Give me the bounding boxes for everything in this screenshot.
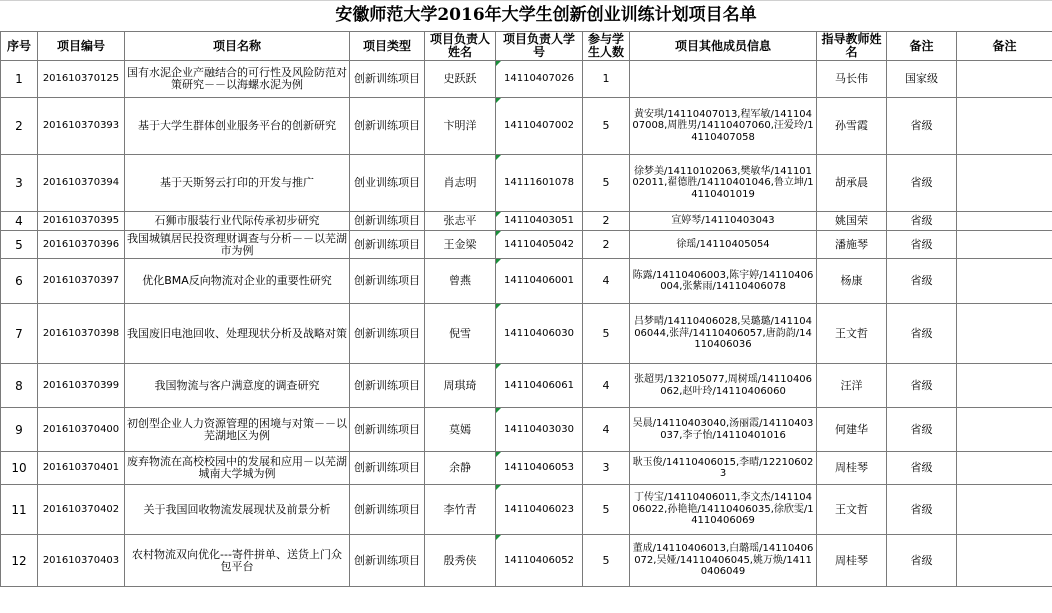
cell-code[interactable]: 201610370399 xyxy=(38,364,125,408)
cell-note-1[interactable]: 省级 xyxy=(887,155,957,212)
table-row xyxy=(1,408,1052,452)
cell-members[interactable]: 徐瑶/14110405054 xyxy=(630,231,817,259)
cell-code[interactable]: 201610370398 xyxy=(38,304,125,364)
cell-name[interactable]: 石狮市服装行业代际传承初步研究 xyxy=(125,212,350,231)
cell-leader[interactable]: 卞明洋 xyxy=(425,98,496,155)
cell-name[interactable]: 优化BMA反向物流对企业的重要性研究 xyxy=(125,259,350,304)
cell-note-1[interactable]: 国家级 xyxy=(887,61,957,98)
cell-name[interactable]: 基于大学生群体创业服务平台的创新研究 xyxy=(125,98,350,155)
cell-note-2[interactable] xyxy=(957,61,1052,98)
cell-members[interactable]: 吴晨/14110403040,汤丽霞/14110403037,李子怡/14110401016 xyxy=(630,408,817,452)
cell-count[interactable]: 5 xyxy=(583,535,630,587)
cell-leader[interactable]: 殷秀侠 xyxy=(425,535,496,587)
header-name[interactable]: 项目名称 xyxy=(125,32,350,61)
cell-advisor[interactable]: 王文哲 xyxy=(817,304,887,364)
header-seq[interactable]: 序号 xyxy=(1,32,38,61)
cell-members[interactable]: 耿玉俊/14110406015,李晴/122106023 xyxy=(630,452,817,485)
cell-advisor[interactable]: 杨康 xyxy=(817,259,887,304)
cell-code[interactable]: 201610370394 xyxy=(38,155,125,212)
cell-name[interactable]: 国有水泥企业产融结合的可行性及风险防范对策研究－－以海螺水泥为例 xyxy=(125,61,350,98)
cell-code[interactable]: 201610370403 xyxy=(38,535,125,587)
cell-leader-id[interactable]: 14110403051 xyxy=(496,212,583,231)
cell-members[interactable]: 黄安琪/14110407013,程军敏/14110407008,周胜男/14110407060,汪爱玲/14110407058 xyxy=(630,98,817,155)
cell-advisor[interactable]: 姚国荣 xyxy=(817,212,887,231)
cell-code[interactable]: 201610370125 xyxy=(38,61,125,98)
cell-count[interactable]: 5 xyxy=(583,485,630,535)
cell-code[interactable]: 201610370397 xyxy=(38,259,125,304)
cell-seq[interactable]: 6 xyxy=(1,259,38,304)
cell-note-2[interactable] xyxy=(957,364,1052,408)
cell-leader[interactable]: 王金梁 xyxy=(425,231,496,259)
cell-leader-id[interactable]: 14110407026 xyxy=(496,61,583,98)
cell-leader-id[interactable]: 14110406061 xyxy=(496,364,583,408)
cell-seq[interactable]: 9 xyxy=(1,408,38,452)
cell-advisor[interactable]: 孙雪霞 xyxy=(817,98,887,155)
cell-seq[interactable]: 12 xyxy=(1,535,38,587)
header-note-1[interactable]: 备注 xyxy=(887,32,957,61)
cell-members[interactable]: 陈露/14110406003,陈宇婷/14110406004,张紫雨/14110406078 xyxy=(630,259,817,304)
cell-leader[interactable]: 曾燕 xyxy=(425,259,496,304)
cell-code[interactable]: 201610370401 xyxy=(38,452,125,485)
header-leader[interactable]: 项目负责人姓名 xyxy=(425,32,496,61)
cell-note-2[interactable] xyxy=(957,231,1052,259)
cell-seq[interactable]: 4 xyxy=(1,212,38,231)
cell-members[interactable]: 董成/14110406013,白璐瑶/14110406072,吴娅/14110406045,姚万焕/14110406049 xyxy=(630,535,817,587)
cell-type[interactable]: 创新训练项目 xyxy=(350,364,425,408)
cell-note-2[interactable] xyxy=(957,408,1052,452)
header-type[interactable]: 项目类型 xyxy=(350,32,425,61)
cell-leader[interactable]: 余静 xyxy=(425,452,496,485)
cell-type[interactable]: 创新训练项目 xyxy=(350,408,425,452)
cell-leader[interactable]: 倪雪 xyxy=(425,304,496,364)
cell-leader[interactable]: 莫嫣 xyxy=(425,408,496,452)
cell-advisor[interactable]: 周桂琴 xyxy=(817,535,887,587)
cell-code[interactable]: 201610370393 xyxy=(38,98,125,155)
cell-name[interactable]: 我国物流与客户满意度的调查研究 xyxy=(125,364,350,408)
cell-note-1[interactable]: 省级 xyxy=(887,452,957,485)
cell-type[interactable]: 创新训练项目 xyxy=(350,535,425,587)
cell-seq[interactable]: 5 xyxy=(1,231,38,259)
table-row xyxy=(1,304,1052,364)
cell-advisor[interactable]: 马长伟 xyxy=(817,61,887,98)
table-row xyxy=(1,259,1052,304)
cell-members[interactable] xyxy=(630,61,817,98)
header-note-2[interactable]: 备注 xyxy=(957,32,1052,61)
table-row xyxy=(1,364,1052,408)
cell-seq[interactable]: 2 xyxy=(1,98,38,155)
cell-members[interactable]: 张超男/132105077,周树瑶/14110406062,赵叶玲/14110406060 xyxy=(630,364,817,408)
cell-seq[interactable]: 10 xyxy=(1,452,38,485)
cell-name[interactable]: 我国废旧电池回收、处理现状分析及战略对策 xyxy=(125,304,350,364)
cell-members[interactable]: 吕梦晴/14110406028,吴璐璐/14110406044,张萍/14110406057,唐韵韵/14110406036 xyxy=(630,304,817,364)
cell-count[interactable]: 5 xyxy=(583,155,630,212)
cell-note-2[interactable] xyxy=(957,535,1052,587)
cell-type[interactable]: 创新训练项目 xyxy=(350,212,425,231)
cell-note-1[interactable]: 省级 xyxy=(887,259,957,304)
cell-type[interactable]: 创新训练项目 xyxy=(350,304,425,364)
cell-name[interactable]: 基于天斯努云打印的开发与推广 xyxy=(125,155,350,212)
cell-leader-id[interactable]: 14110407002 xyxy=(496,98,583,155)
cell-type[interactable]: 创新训练项目 xyxy=(350,98,425,155)
cell-code[interactable]: 201610370402 xyxy=(38,485,125,535)
cell-advisor[interactable]: 周桂琴 xyxy=(817,452,887,485)
cell-count[interactable]: 3 xyxy=(583,452,630,485)
cell-name[interactable]: 初创型企业人力资源管理的困境与对策－－以芜湖地区为例 xyxy=(125,408,350,452)
cell-seq[interactable]: 1 xyxy=(1,61,38,98)
cell-note-2[interactable] xyxy=(957,452,1052,485)
cell-advisor[interactable]: 何建华 xyxy=(817,408,887,452)
header-advisor[interactable]: 指导教师姓名 xyxy=(817,32,887,61)
cell-seq[interactable]: 8 xyxy=(1,364,38,408)
cell-note-1[interactable]: 省级 xyxy=(887,408,957,452)
cell-note-2[interactable] xyxy=(957,259,1052,304)
cell-advisor[interactable]: 潘施琴 xyxy=(817,231,887,259)
cell-code[interactable]: 201610370395 xyxy=(38,212,125,231)
sheet-title[interactable]: 安徽师范大学2016年大学生创新创业训练计划项目名单 xyxy=(40,0,1052,32)
header-code[interactable]: 项目编号 xyxy=(38,32,125,61)
table-row xyxy=(1,212,1052,231)
table-row xyxy=(1,535,1052,587)
cell-note-2[interactable] xyxy=(957,98,1052,155)
cell-count[interactable]: 5 xyxy=(583,98,630,155)
cell-seq[interactable]: 3 xyxy=(1,155,38,212)
cell-leader-id[interactable]: 14110405042 xyxy=(496,231,583,259)
cell-note-1[interactable]: 省级 xyxy=(887,535,957,587)
cell-count[interactable]: 4 xyxy=(583,364,630,408)
table-row xyxy=(1,98,1052,155)
cell-count[interactable]: 4 xyxy=(583,408,630,452)
cell-type[interactable]: 创业训练项目 xyxy=(350,155,425,212)
cell-seq[interactable]: 7 xyxy=(1,304,38,364)
cell-leader[interactable]: 李竹青 xyxy=(425,485,496,535)
cell-leader[interactable]: 史跃跃 xyxy=(425,61,496,98)
cell-leader-id[interactable]: 14110406001 xyxy=(496,259,583,304)
table-row xyxy=(1,452,1052,485)
cell-type[interactable]: 创新训练项目 xyxy=(350,259,425,304)
cell-members[interactable]: 宣婷琴/14110403043 xyxy=(630,212,817,231)
cell-count[interactable]: 1 xyxy=(583,61,630,98)
cell-note-2[interactable] xyxy=(957,485,1052,535)
cell-note-1[interactable]: 省级 xyxy=(887,485,957,535)
header-members[interactable]: 项目其他成员信息 xyxy=(630,32,817,61)
cell-members[interactable]: 徐梦美/14110102063,樊敏华/14110102011,翟德胜/14110401046,鲁立坤/14110401019 xyxy=(630,155,817,212)
cell-count[interactable]: 2 xyxy=(583,231,630,259)
table-row xyxy=(1,61,1052,98)
cell-name[interactable]: 我国城镇居民投资理财调查与分析－－以芜湖市为例 xyxy=(125,231,350,259)
cell-advisor[interactable]: 胡承晨 xyxy=(817,155,887,212)
cell-note-1[interactable]: 省级 xyxy=(887,98,957,155)
header-leader-id[interactable]: 项目负责人学号 xyxy=(496,32,583,61)
cell-count[interactable]: 4 xyxy=(583,259,630,304)
table-row xyxy=(1,231,1052,259)
header-count[interactable]: 参与学生人数 xyxy=(583,32,630,61)
cell-leader-id[interactable]: 14110406030 xyxy=(496,304,583,364)
cell-advisor[interactable]: 王文哲 xyxy=(817,485,887,535)
cell-type[interactable]: 创新训练项目 xyxy=(350,231,425,259)
cell-seq[interactable]: 11 xyxy=(1,485,38,535)
project-table xyxy=(0,31,1052,587)
cell-note-2[interactable] xyxy=(957,212,1052,231)
table-row xyxy=(1,155,1052,212)
cell-leader[interactable]: 肖志明 xyxy=(425,155,496,212)
cell-leader-id[interactable]: 14110406053 xyxy=(496,452,583,485)
cell-leader-id[interactable]: 14110406052 xyxy=(496,535,583,587)
cell-advisor[interactable]: 汪洋 xyxy=(817,364,887,408)
cell-code[interactable]: 201610370396 xyxy=(38,231,125,259)
cell-type[interactable]: 创新训练项目 xyxy=(350,61,425,98)
cell-leader-id[interactable]: 14110403030 xyxy=(496,408,583,452)
cell-name[interactable]: 农村物流双向优化---寄件拼单、送货上门众包平台 xyxy=(125,535,350,587)
cell-code[interactable]: 201610370400 xyxy=(38,408,125,452)
cell-name[interactable]: 废弃物流在高校校园中的发展和应用－以芜湖城南大学城为例 xyxy=(125,452,350,485)
cell-leader-id[interactable]: 14110406023 xyxy=(496,485,583,535)
cell-count[interactable]: 2 xyxy=(583,212,630,231)
cell-note-2[interactable] xyxy=(957,155,1052,212)
table-row xyxy=(1,485,1052,535)
cell-count[interactable]: 5 xyxy=(583,304,630,364)
cell-members[interactable]: 丁传宝/14110406011,李文杰/14110406022,孙艳艳/14110406035,徐欣雯/14110406069 xyxy=(630,485,817,535)
cell-note-1[interactable]: 省级 xyxy=(887,231,957,259)
cell-type[interactable]: 创新训练项目 xyxy=(350,485,425,535)
cell-leader[interactable]: 周琪琦 xyxy=(425,364,496,408)
cell-note-1[interactable]: 省级 xyxy=(887,304,957,364)
cell-note-2[interactable] xyxy=(957,304,1052,364)
cell-leader[interactable]: 张志平 xyxy=(425,212,496,231)
cell-note-1[interactable]: 省级 xyxy=(887,212,957,231)
cell-type[interactable]: 创新训练项目 xyxy=(350,452,425,485)
cell-note-1[interactable]: 省级 xyxy=(887,364,957,408)
cell-leader-id[interactable]: 14111601078 xyxy=(496,155,583,212)
header-row xyxy=(1,32,1052,61)
cell-name[interactable]: 关于我国回收物流发展现状及前景分析 xyxy=(125,485,350,535)
